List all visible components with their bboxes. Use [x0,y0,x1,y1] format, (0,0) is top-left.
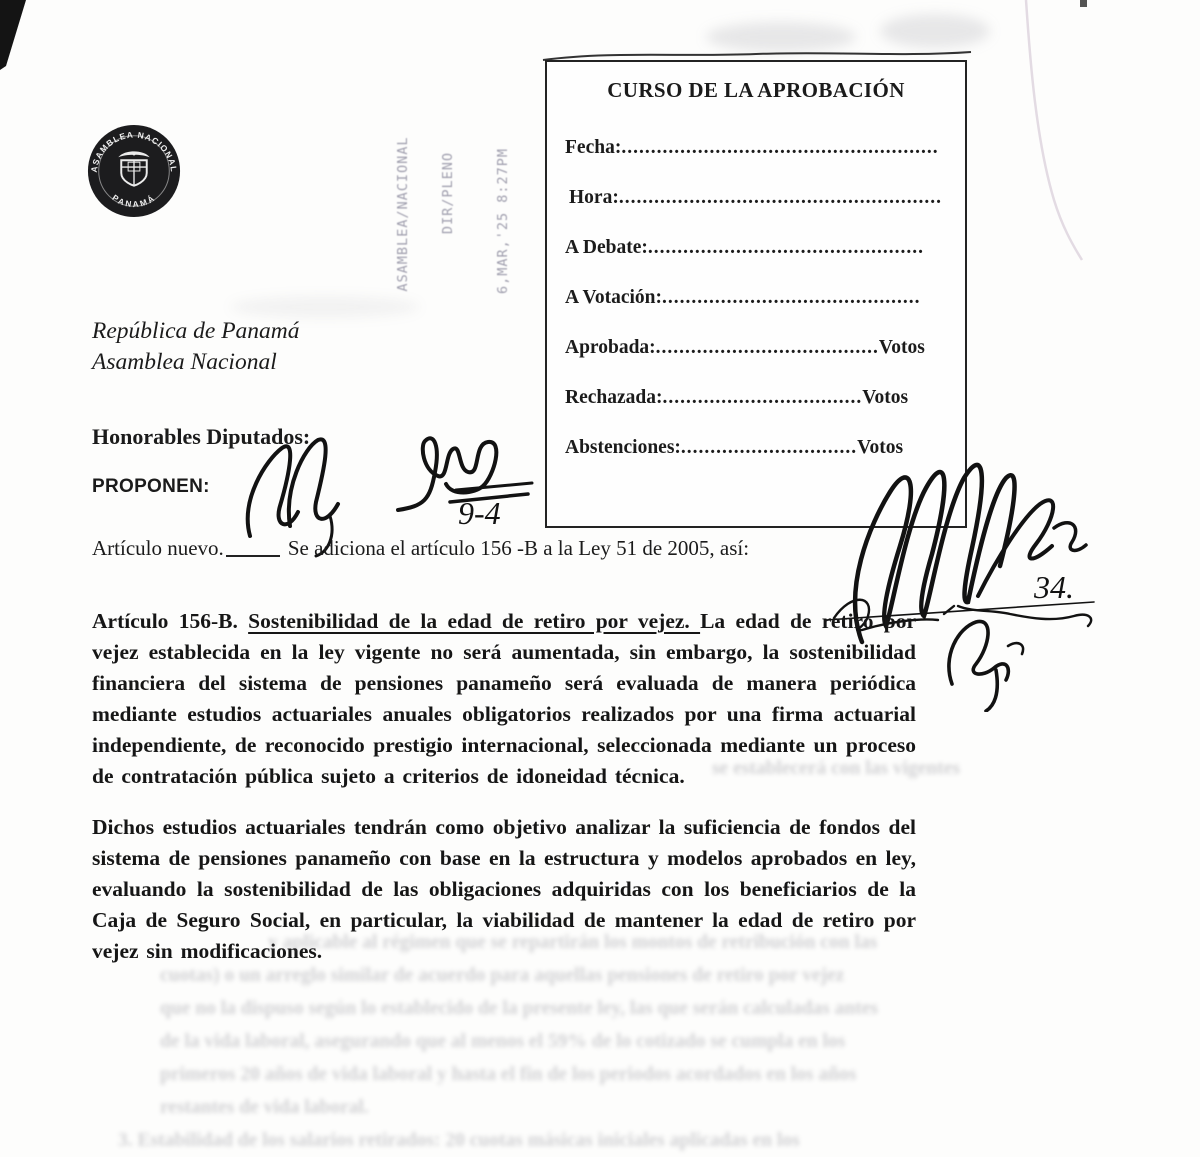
field-rechazada [565,373,947,423]
seal-arc-bottom-text: PANAMÁ [110,193,158,210]
letterhead-country: República de Panamá [92,318,300,344]
field-label: Fecha: [565,137,622,158]
proponen-label: PROPONEN: [92,476,210,497]
stamp-datetime: 6,MAR,'25 8:27PM [495,147,511,295]
scan-smudge [880,14,990,48]
letterhead [92,316,300,378]
approval-course-box [545,60,967,528]
field-hora [565,173,947,223]
field-suffix: Votos [857,437,904,458]
stamp-dir-pleno: DIR/PLENO [440,151,456,235]
scan-smudge [230,296,420,318]
bleedthrough-line: restantes de vida laboral. [160,1097,369,1118]
salutation: Honorables Diputados: [92,424,311,449]
field-abstenciones [565,423,947,473]
paragraph-estudios: Dichos estudios actuariales tendrán como objetivo analizar la suficiencia de fondos del sistema de pensiones panameño con base en la estructura y modelos aprobados en ley, evaluando la sostenibilidad de las obligaciones adquiridas con los beneficiarios de la Caja de Seguro Social, en particular, la viabilidad de mantener la edad de retiro por vejez sin modificaciones. [92,815,916,963]
field-a-votacion [565,273,947,323]
dotted-leader: .................................. [662,387,863,408]
paragraph-body: La edad de retiro por vejez establecida en la ley vigente no será aumentada, sin embargo, la sostenibilidad financiera del sistema de pensiones panameño será evaluada de manera periódica mediante estudios actuariales anuales obligatorios realizados por una firma actuarial independiente, de reconocido prestigio internacional, seleccionada mediante un proceso de contratación pública sujeto a criterios de idoneidad técnica. [92,609,916,788]
approval-fields [547,103,965,473]
seal-arc-top-text: ASAMBLEA NACIONAL [88,129,180,174]
field-suffix: Votos [862,387,909,408]
field-fecha [565,123,947,173]
bleedthrough-line: 3. Estabilidad de los salarios retirados: 20 cuotas másicas iniciales aplicadas en los [118,1130,800,1151]
field-label: A Votación: [565,287,662,308]
field-label: Aprobada: [565,337,656,358]
field-label: A Debate: [565,237,648,258]
field-a-debate [565,223,947,273]
bleedthrough-mid-line: se establecerá con las vigentes [711,758,960,779]
articulo-nuevo-line [92,536,812,561]
dotted-leader: ............................................ [661,287,921,308]
stamp-asamblea-nacional: ASAMBLEA/NACIONAL [395,136,411,292]
blank-underscore [226,555,280,557]
handwritten-tally-note: 34. [1034,569,1074,605]
bleedthrough-line: cuotas) o un arreglo similar de acuerdo para aquellas pensiones de retiro por vejez [160,965,845,986]
dotted-leader: ............................................... [647,237,924,258]
bleedthrough-block [118,926,968,1157]
signature-dwr [392,414,552,529]
paragraph-lead: Artículo 156-B. [92,609,249,633]
dotted-leader: .............................. [680,437,858,458]
bleedthrough-line: y aplicable al régimen que se repartirán los montos de retribución con las [268,932,878,953]
field-label: Rechazada: [565,387,663,408]
handwritten-note: 9-4 [458,495,501,529]
field-aprobada [565,323,947,373]
dotted-leader: ...................................... [655,337,879,358]
field-label: Abstenciones: [565,437,681,458]
asamblea-nacional-seal [85,122,183,220]
bleedthrough-line: de la vida laboral, asegurando que al menos el 59% de lo cotizado se cumpla en los [160,1031,846,1052]
bleedthrough-line: que no la dispuso según lo establecido de la presente ley, las que serán calculadas antes [160,998,878,1019]
dotted-leader: ....................................................... [618,187,942,208]
articulo-nuevo-rest: Se adiciona el artículo 156 -B a la Ley 51 de 2005, así: [287,536,750,560]
bleedthrough-line: primeros 20 años de vida laboral y hasta el fin de los periodos acordados en los años [160,1064,857,1085]
scan-scratch-line [1010,0,1100,270]
scan-corner-mark [0,0,60,80]
letterhead-institution: Asamblea Nacional [92,349,277,375]
articulo-nuevo-lead: Artículo nuevo. [92,536,224,560]
paragraph-underlined-title: Sostenibilidad de la edad de retiro por vejez. [248,609,701,633]
approval-box-title: CURSO DE LA APROBACIÓN [607,78,905,102]
field-suffix: Votos [878,337,925,358]
dotted-leader: ...................................................... [621,137,939,158]
field-label: Hora: [569,187,619,208]
